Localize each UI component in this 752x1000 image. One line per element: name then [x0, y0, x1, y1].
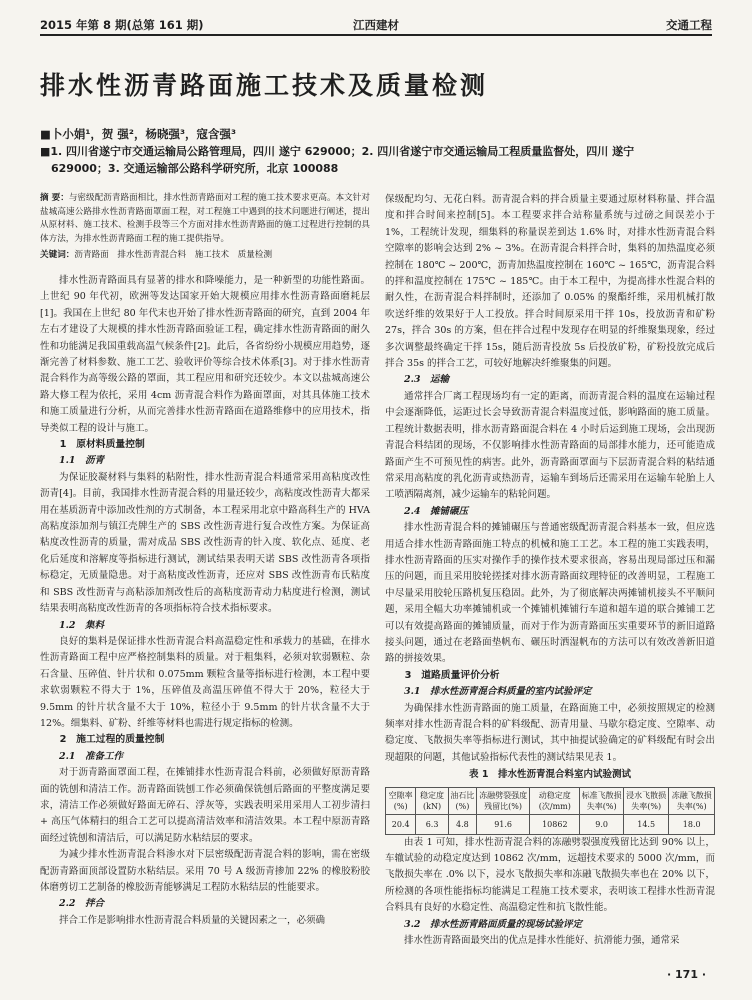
affiliations — [40, 143, 712, 177]
table-cell: 4.8 — [448, 814, 476, 834]
abstract-label: 摘 要： — [40, 193, 69, 203]
section-heading: 1 原材料质量控制 — [59, 439, 145, 451]
body-paragraph: 由表 1 可知，排水性沥青混合料的冻融劈裂强度残留比达到 90% 以上，车辙试验的动稳定度达到 10862 次/mm，远超技术要求的 5000 次/mm，而飞散损失率在 .0% 以下，浸水飞散损失率和冻融飞散损失率也在 20% 以下，所检测的各项性能指标均能满足工程施工技术要求，表明该工程排水性沥青混合料具有良好的水稳定性、高温稳定性和抗飞散性能。 — [385, 836, 715, 914]
table-cell: 10862 — [530, 814, 580, 834]
section-name: 交通工程 — [666, 18, 712, 32]
body-paragraph: 排水性沥青混合料的摊铺碾压与普通密级配沥青混合料基本一致，但应选用适合排水性沥青路面施工特点的机械和施工工艺。本工程的施工实践表明，排水性沥青路面的压实对操作手的操作技术要求很高，容易出现局部过压和漏压的问题，而且采用胶轮搓揉对排水沥青路面纹理特征的改善明显，工程施工中尽量采用胶轮压路机复压稳固。此外，为了彻底解决两摊铺机接头不平顺问题，采用全幅大功率摊铺机或一个摊铺机摊铺行车道和超车道的联合摊铺工艺可以有效提高路面的摊铺质量，而对于作为沥青路面压实重要环节的新旧道路接头问题，通过在老路面垫帆布、碾压时洒湿帆布的方法可以有效改善新旧道路的拼接效果。 — [385, 522, 715, 665]
issue-info: 2015 年第 8 期(总第 161 期) — [40, 18, 204, 32]
right-body — [385, 192, 715, 949]
affiliation-line: ■1. 四川省遂宁市交通运输局公路管理局，四川 遂宁 629000；2. 四川省遂宁市交通运输局工程质量监督处，四川 遂宁 — [40, 145, 635, 158]
body-paragraph: 为减少排水性沥青混合料渗水对下层密级配沥青混合料的影响，需在密级配沥青路面顶部设置防水粘结层。采用 70 号 A 级沥青掺加 22% 的橡胶粉胶体磨剪切工艺制备的橡胶沥青能够满足工程防水粘结层的性能要求。 — [40, 849, 370, 893]
keywords-text: 沥青路面 排水性沥青混合料 施工技术 质量检测 — [74, 250, 273, 261]
table-cell: 9.0 — [580, 814, 623, 834]
abstract — [40, 192, 370, 246]
keywords-label: 关键词： — [40, 250, 75, 261]
table-row — [386, 814, 715, 834]
subsection-heading: 2.2 拌合 — [59, 898, 105, 910]
subsection-heading: 3.1 排水性沥青混合料质量的室内试验评定 — [404, 686, 592, 698]
table-header-cell: 动稳定度(次/mm) — [530, 787, 580, 814]
body-paragraph: 通常拌合厂离工程现场均有一定的距离，而沥青混合料的温度在运输过程中会逐渐降低，运距过长会导致沥青混合料温度过低，影响路面的施工质量。工程统计数据表明，排水沥青路面混合料在 4 小时后运到施工现场，会出现沥青混合料结团的现场，不仅影响排水性沥青路面的局部排水能力，还可能造成路面产生不可预见性的病害。此外，沥青路面罩面与下层沥青混合料的粘结通常采用高粘度的乳化沥青或热沥青，运输车到场后还需采用在运输车轮胎上人工喷洒隔离剂，减少运输车的粘轮问题。 — [385, 390, 715, 501]
table-header-cell: 空隙率(%) — [386, 787, 416, 814]
body-paragraph: 排水性沥青路面具有显著的排水和降噪能力，是一种新型的功能性路面。上世纪 90 年代初，欧洲等发达国家开始大规模应用排水性沥青路面磨耗层[1]。我国在上世纪 80 年代末也开始了排水性沥青路面的研究，直到 2004 年左右才建设了大规模的排水性沥青路面验证工程，确定排水性沥青路面的耐久性和功能满足我国重载高温气候条件[2]。此后，各省纷纷小规模应用趋势，逐渐完善了材料参数、施工工艺、验收评价等综合技术体系[3]。对于排水性沥青混合料作为高等级公路的罩面，其工程应用和研究还较少。本文以盐城高速公路大修工程为依托，采用 4cm 沥青混合料作为路面罩面，对其具体施工技术和施工质量进行分析，从而完善排水性沥青路面在道路维修中的应用技术，指导类似工程的设计与施工。 — [40, 274, 370, 434]
table-cell: 20.4 — [386, 814, 416, 834]
table-header-cell: 冻融劈裂强度残留比(%) — [477, 787, 530, 814]
abstract-text: 与密级配沥青路面相比，排水性沥青路面对工程的施工技术要求更高。本文针对盐城高速公路排水性沥青路面罩面工程，对工程施工中遇到的技术问题进行阐述，提出从原材料、施工技术、检测手段等三个方面对排水性沥青路面的施工过程进行控制的具体方法，为排水性沥青路面工程的施工提供指导。 — [40, 193, 370, 244]
table-cell: 91.6 — [477, 814, 530, 834]
table-header-row — [386, 787, 715, 814]
section-heading: 2 施工过程的质量控制 — [59, 734, 165, 746]
author-list: ■卜小娟¹，贺 强²，杨晓强³，寇含强³ — [40, 127, 237, 141]
body-paragraph: 排水性沥青路面最突出的优点是排水性能好、抗滑能力强，通常采 — [404, 935, 680, 947]
table-header-cell: 标准飞散损失率(%) — [580, 787, 623, 814]
subsection-heading: 2.4 摊铺碾压 — [404, 505, 469, 517]
body-paragraph: 良好的集料是保证排水性沥青混合料高温稳定性和承载力的基础，在排水性沥青路面工程中应严格控制集料的质量。对于粗集料，必须对软弱颗粒、杂石含量、压碎值、针片状和 0.075mm 颗粒含量等指标进行检测，本工程中要求软弱颗粒不得大于 1%，压碎值及高温压碎值不得大于 20%，粒径大于 9.5mm 的针片状含量不大于 10%，粒径小于 9.5mm 的针片状含量不大于 12%。细集料、矿粉、纤维等材料也需进行规定指标的检测。 — [40, 635, 370, 729]
body-paragraph: 为保证胶凝材料与集料的粘附性，排水性沥青混合料通常采用高粘度改性沥青[4]。目前，我国排水性沥青混合料的用量还较少，高粘度改性沥青大都采用在基质沥青中添加改性剂的方式制备，本工程采用北京中路高科生产的 HVA 高粘度添加剂与镇江壳牌生产的 SBS 改性沥青进行复合改性方案。为保证高粘度改性沥青的质量，需对成品 SBS 改性沥青的针入度、软化点、延度、老化后延度和溶解度等指标进行测试，测试结果表明天诺 SBS 改性沥青各项指标稳定，无质量隐患。对于高粘度改性沥青，还应对 SBS 改性沥青布氏粘度和 SBS 改性沥青与高粘添加剂改性后的高粘度沥青动力粘度进行检测，测试结果表明高粘度改性沥青的各项指标符合技术指标要求。 — [40, 471, 370, 615]
article-title: 排水性沥青路面施工技术及质量检测 — [40, 71, 489, 100]
subsection-heading: 3.2 排水性沥青路面质量的现场试验评定 — [404, 918, 583, 930]
table-cell: 6.3 — [416, 814, 448, 834]
body-paragraph: 为确保排水性沥青路面的施工质量，在路面施工中，必须按照规定的检测频率对排水性沥青混合料的矿料级配、沥青用量、马歇尔稳定度、空隙率、动稳定度、飞散损失率等指标进行测试，其中抽提试验确定的矿料级配有时会出现超限的问题，其他试验指标代表性的测试结果见表 1。 — [385, 702, 715, 763]
table-caption: 表 1 排水性沥青混合料室内试验测试 — [469, 769, 631, 781]
body-paragraph: 保级配均匀、无花白料。沥青混合料的拌合质量主要通过原材料称量、拌合温度和拌合时间来控制[5]。本工程要求拌合站称量系统与过磅之间误差小于 1%，工程统计发现，细集料的称量误差到达 1.6% 时，对排水性沥青混合料空隙率的影响会达到 2% ~ 3%。在沥青混合料拌合时，集料的加热温度必须控制在 180℃ ~ 200℃，沥青加热温度控制在 160℃ ~ 165℃，沥青混合料的拌和温度控制在 175℃ ~ 185℃。由于本工程中，为提高排水性混合料的耐久性，在沥青混合料拌制时，还添加了 0.05% 的聚酯纤维，采用机械打散吹送纤维的效果好于人工投放。拌合时间原采用干拌 10s，投放沥青和矿粉 27s，拌合 30s 的方案，但在拌合过程中发现存在明显的纤维聚集现象，经过多次调整最终确定干拌 15s，随后沥青投放 5s 后投放矿粉，矿粉投放完成后拌合 35s 的拌合工艺，可较好地解决纤维聚集的问题。 — [385, 194, 715, 370]
table-cell: 14.5 — [623, 814, 669, 834]
page-number: · 171 · — [667, 968, 706, 981]
subsection-heading: 1.1 沥青 — [59, 455, 105, 467]
left-column — [40, 192, 370, 929]
left-body — [40, 273, 370, 929]
section-heading: 3 道路质量评价分析 — [404, 669, 500, 681]
affiliation-line: 629000；3. 交通运输部公路科学研究所，北京 100088 — [40, 162, 339, 175]
body-paragraph: 对于沥青路面罩面工程，在摊铺排水性沥青混合料前，必须做好原沥青路面的铣刨和清洁工作。沥青路面铣刨工作必须确保铣刨后路面的平整度满足要求，清洁工作必须做好路面无碎石、浮灰等，实践表明采用采用人工初步清扫 + 高压气体精扫的组合工艺可以提高清洁效率和清洁效果。本工程中原沥青路面经过铣刨和清洁后，可以满足防水粘结层的要求。 — [40, 767, 370, 844]
table-header-cell: 浸水飞散损失率(%) — [623, 787, 669, 814]
table-header-cell: 稳定度(kN) — [416, 787, 448, 814]
running-header — [40, 14, 712, 35]
keywords — [40, 249, 370, 263]
results-table — [385, 787, 715, 835]
journal-name: 江西建材 — [353, 18, 399, 32]
right-column — [385, 192, 715, 949]
subsection-heading: 2.3 运输 — [404, 374, 450, 386]
table-header-cell: 油石比(%) — [448, 787, 476, 814]
header-rule — [40, 35, 712, 36]
body-paragraph: 拌合工作是影响排水性沥青混合料质量的关键因素之一，必须确 — [59, 914, 326, 926]
table-header-cell: 冻融飞散损失率(%) — [669, 787, 715, 814]
subsection-heading: 1.2 集料 — [59, 619, 105, 631]
subsection-heading: 2.1 准备工作 — [59, 750, 124, 762]
table-cell: 18.0 — [669, 814, 715, 834]
